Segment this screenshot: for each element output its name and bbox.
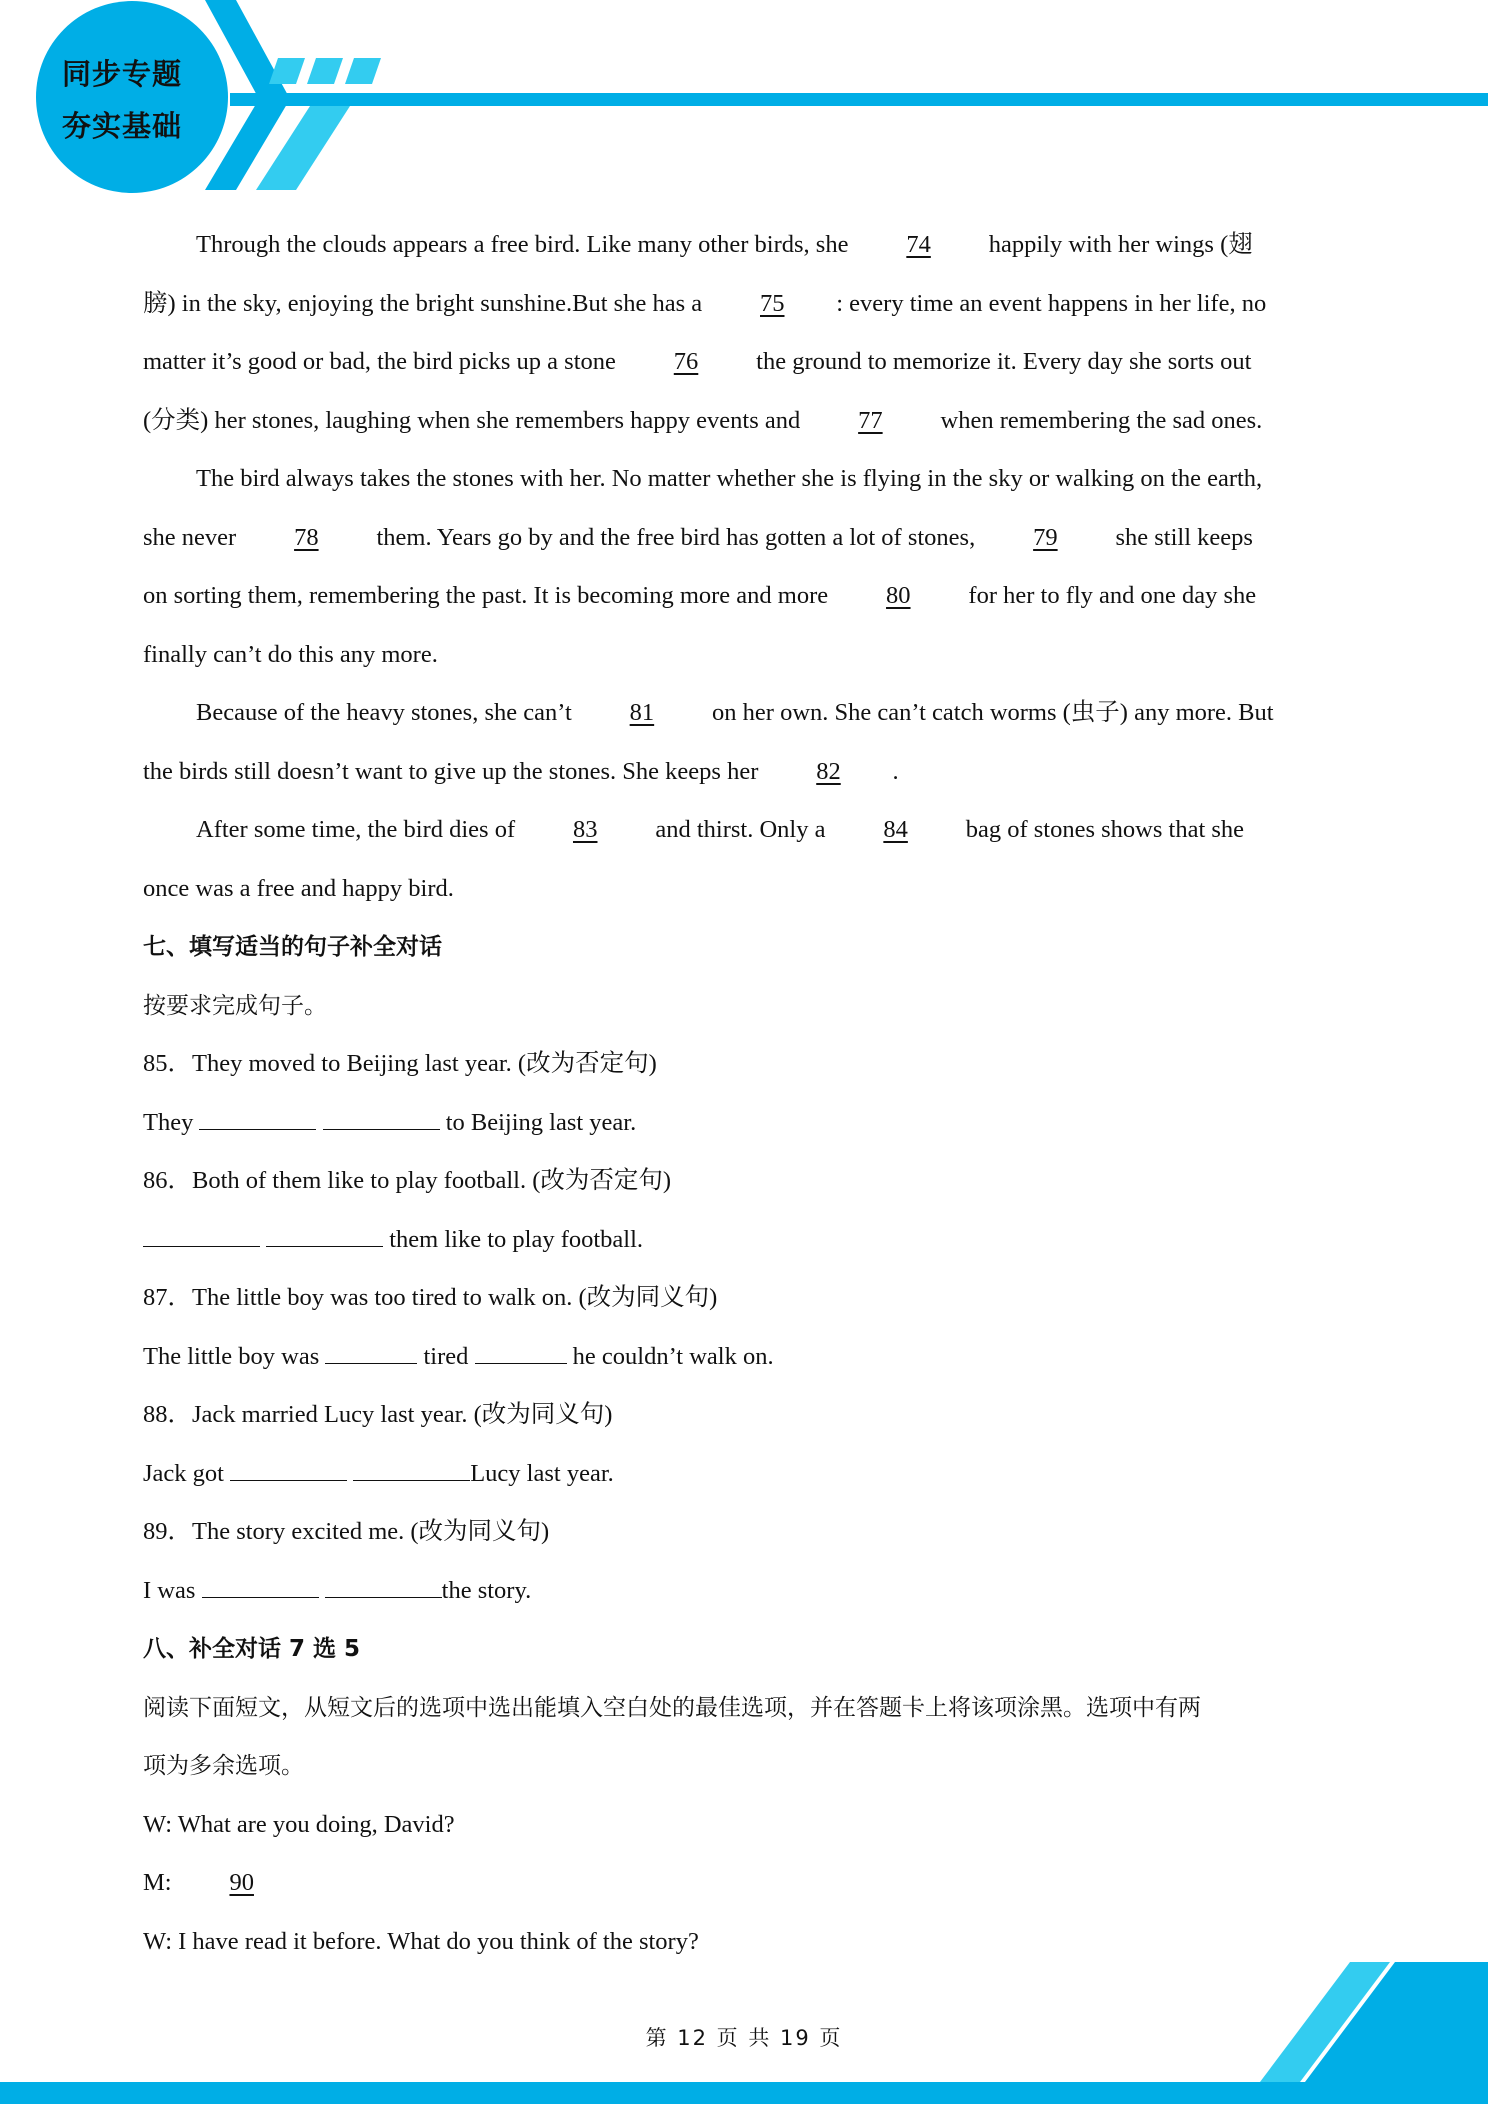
header-decoration	[0, 0, 1488, 200]
passage-line: After some time, the bird dies of 83 and thirst. Only a 84 bag of stones shows that she	[143, 801, 1348, 860]
blank-74: 74	[906, 231, 931, 258]
dialog-line: W: What are you doing, David?	[143, 1810, 455, 1838]
header-stripe-3	[345, 58, 381, 84]
badge-title-line1: 同步专题	[61, 57, 182, 91]
answer-89: I was the story.	[143, 1576, 532, 1604]
passage-line: once was a free and happy bird.	[143, 874, 454, 902]
blank-80: 80	[886, 582, 911, 609]
passage-line: The bird always takes the stones with her. No matter whether she is flying in the sky or walking on the earth,	[196, 465, 1263, 492]
page-number: 第 12 页 共 19 页	[645, 2026, 843, 2050]
passage-line: Through the clouds appears a free bird. Like many other birds, she 74 happily with her wings (翅	[143, 216, 1348, 275]
blank-83: 83	[572, 816, 598, 843]
question-87: 87．The little boy was too tired to walk on. (改为同义句)	[143, 1284, 718, 1311]
header-badge-circle	[36, 1, 228, 193]
question-85: 85．They moved to Beijing last year. (改为否定句)	[143, 1050, 657, 1077]
section-7-heading: 七、填写适当的句子补全对话	[143, 934, 442, 960]
answer-88: Jack got Lucy last year.	[143, 1459, 614, 1487]
section-8-heading: 八、补全对话 7 选 5	[143, 1636, 361, 1662]
blank-79: 79	[1033, 523, 1058, 551]
blank-75: 75	[760, 289, 785, 317]
dialog-line: W: I have read it before. What do you think of the story?	[143, 1927, 699, 1955]
passage-line: the birds still doesn’t want to give up the stones. She keeps her 82 .	[143, 743, 1348, 802]
blank-77: 77	[858, 406, 883, 434]
question-88: 88．Jack married Lucy last year. (改为同义句)	[143, 1401, 613, 1428]
badge-title-line2: 夯实基础	[61, 109, 182, 143]
blank-78: 78	[294, 523, 319, 551]
blank-84: 84	[883, 816, 908, 843]
header-stripe-2	[307, 58, 343, 84]
answer-86: them like to play football.	[143, 1211, 1348, 1270]
passage-line: 膀) in the sky, enjoying the bright sunshine.But she has a 75 : every time an event happens in her life, no	[143, 275, 1348, 334]
blank-90: 90	[229, 1869, 254, 1896]
passage-line: she never 78 them. Years go by and the free bird has gotten a lot of stones, 79 she still keeps	[143, 509, 1348, 568]
answer-87: The little boy was tired he couldn’t walk on.	[143, 1342, 774, 1370]
answer-85: They to Beijing last year.	[143, 1108, 637, 1136]
passage-line: on sorting them, remembering the past. It is becoming more and more 80 for her to fly and one day she	[143, 567, 1348, 626]
passage-line: Because of the heavy stones, she can’t 81 on her own. She can’t catch worms (虫子) any more. But	[143, 684, 1348, 743]
section-7-instruction: 按要求完成句子。	[143, 992, 327, 1019]
header-band	[230, 93, 1488, 106]
dialog-line: M: 90	[143, 1854, 1348, 1913]
passage-line: finally can’t do this any more.	[143, 640, 438, 668]
question-86: 86．Both of them like to play football. (改为否定句)	[143, 1167, 672, 1194]
question-89: 89．The story excited me. (改为同义句)	[143, 1518, 550, 1545]
blank-81: 81	[629, 699, 655, 726]
passage-line: (分类) her stones, laughing when she remembers happy events and 77 when remembering the sad ones.	[143, 392, 1348, 451]
footer-band	[0, 2082, 1488, 2104]
blank-82: 82	[816, 757, 841, 785]
header-stripe-1	[269, 58, 305, 84]
section-8-instruction-line1: 阅读下面短文，从短文后的选项中选出能填入空白处的最佳选项，并在答题卡上将该项涂黑。选项中有两	[143, 1694, 1201, 1721]
section-8-instruction-line2: 项为多余选项。	[143, 1753, 304, 1779]
passage-line: matter it’s good or bad, the bird picks up a stone 76 the ground to memorize it. Every day she sorts out	[143, 333, 1348, 392]
document-body	[143, 216, 1348, 1971]
blank-76: 76	[673, 348, 699, 375]
